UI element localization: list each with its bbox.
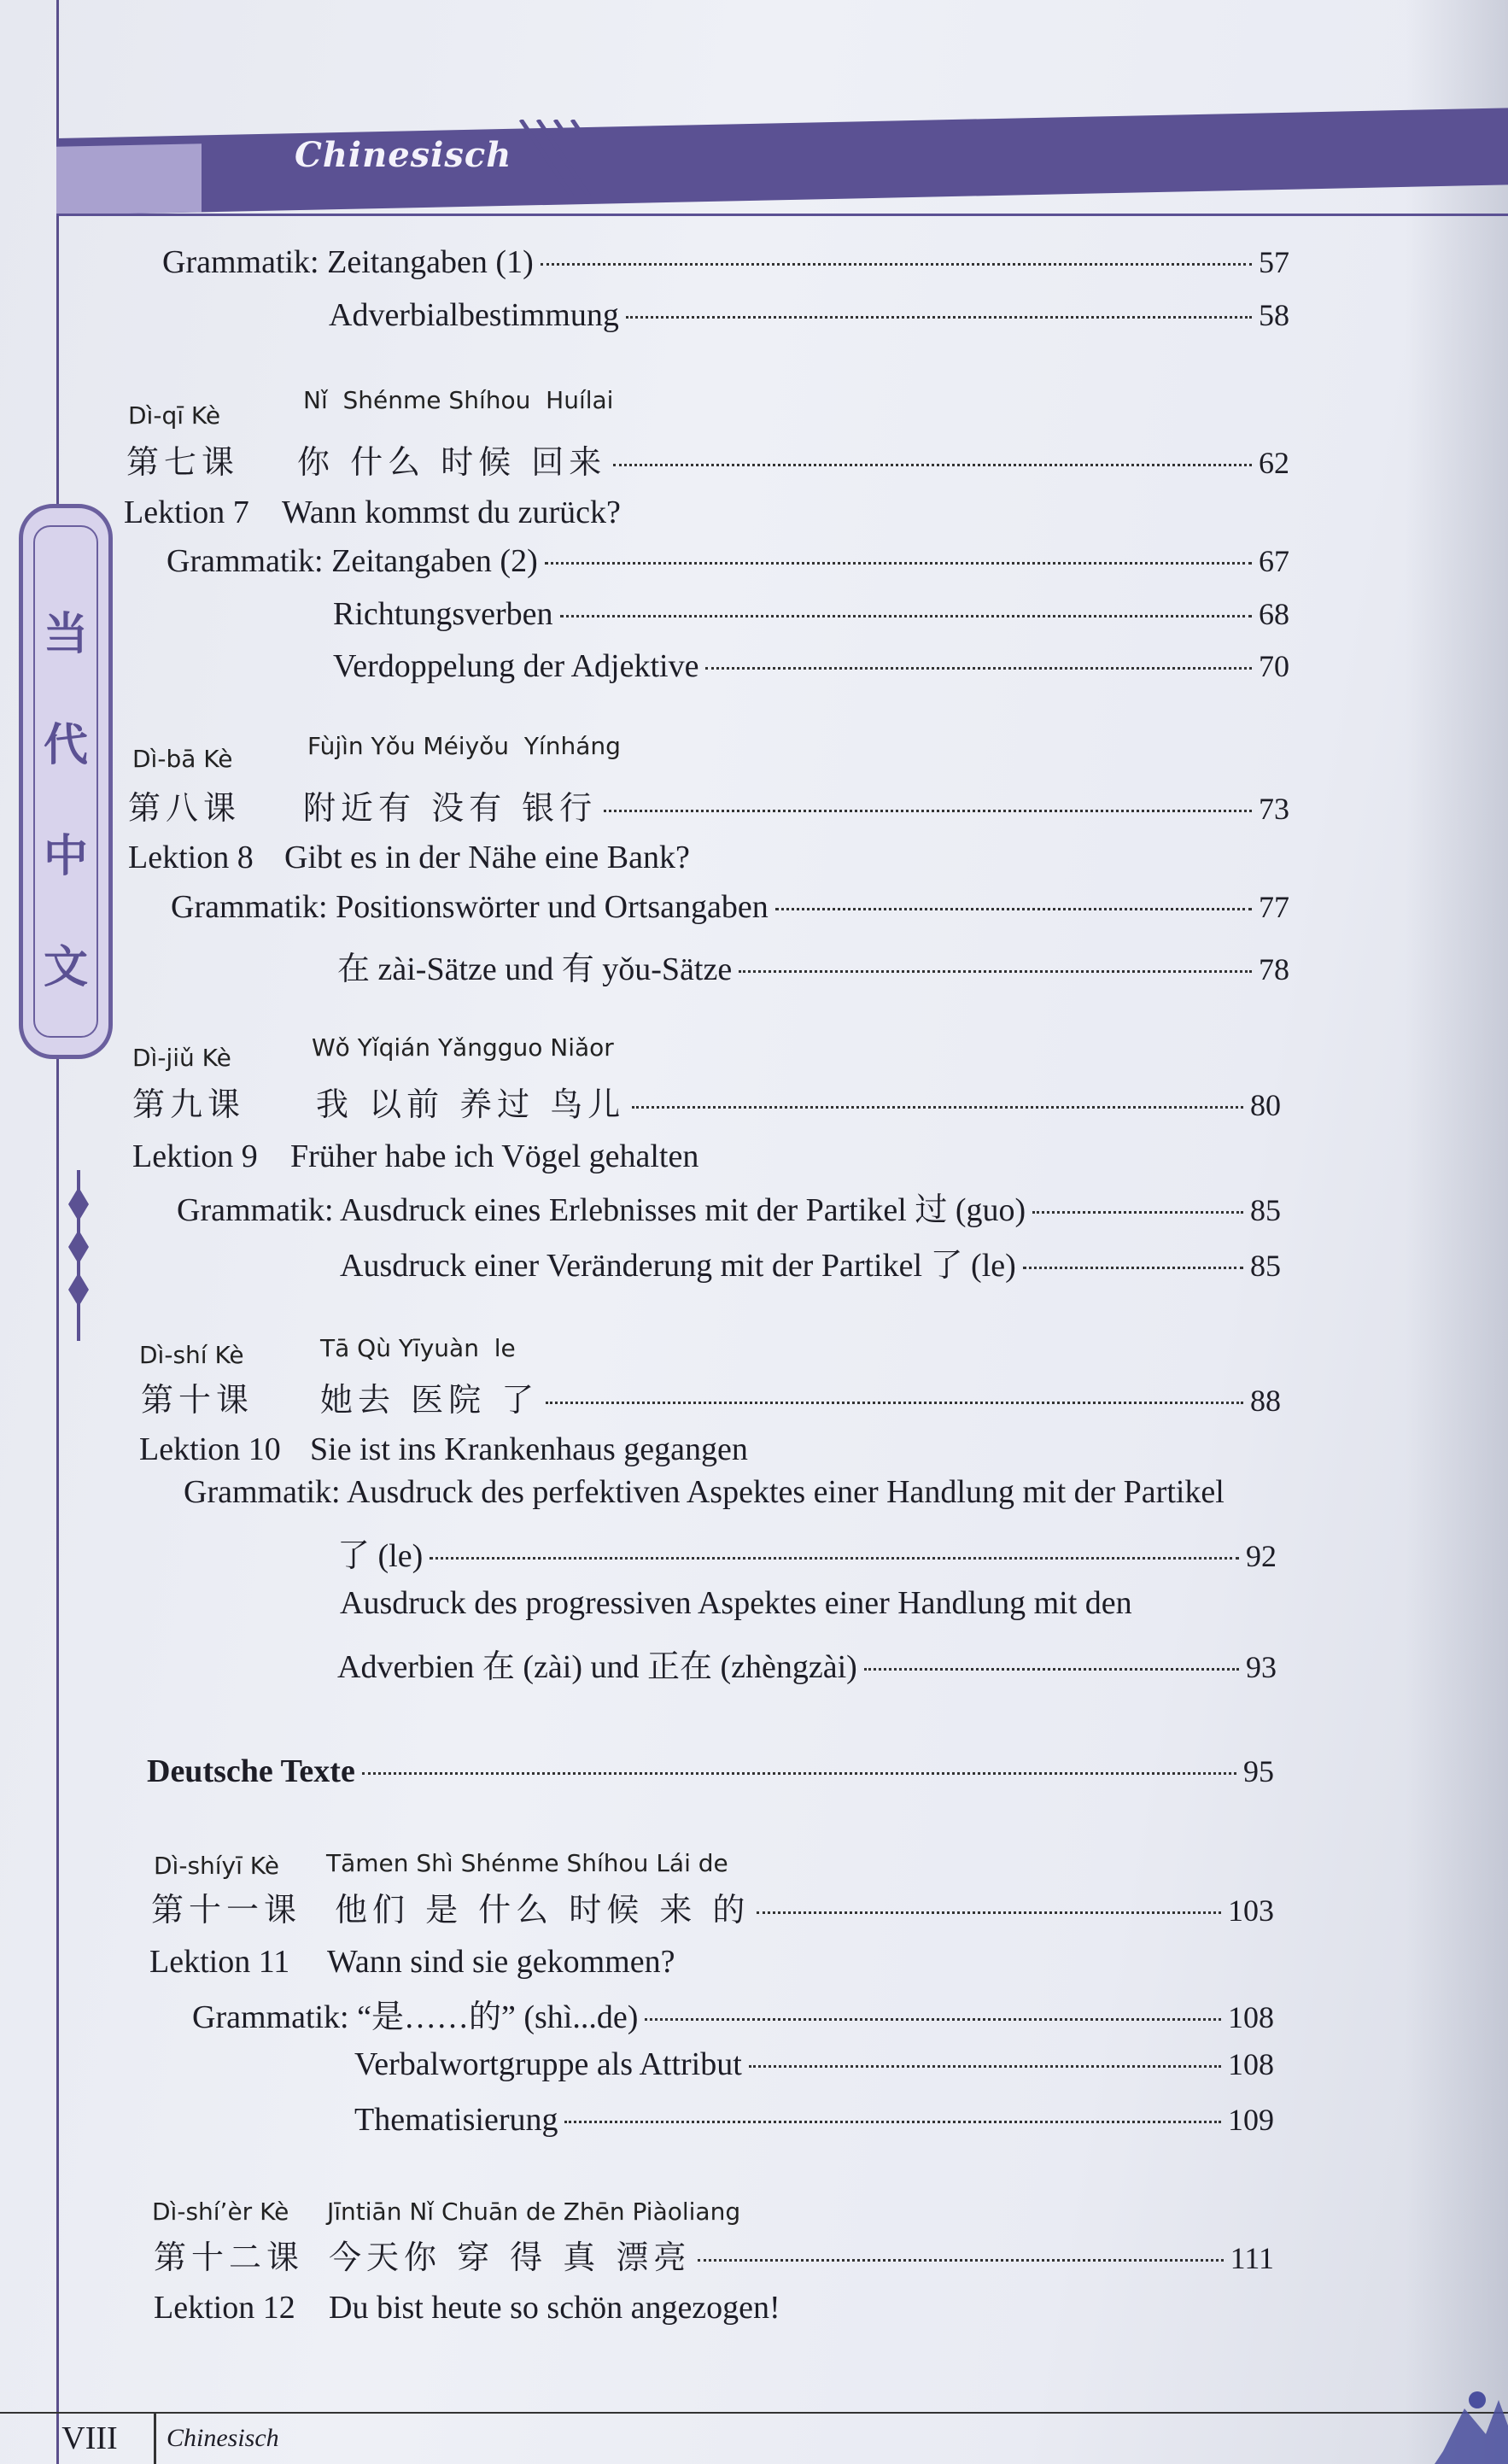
dot-leader bbox=[362, 1772, 1236, 1775]
lesson-german-title: Du bist heute so schön angezogen! bbox=[329, 2290, 780, 2326]
dot-leader bbox=[739, 970, 1252, 973]
toc-entry[interactable] bbox=[192, 1990, 1274, 2037]
lesson-pinyin-number: Dì-shíyī Kè bbox=[154, 1852, 279, 1880]
entry-title: Ausdruck des progressiven Aspektes einer Handlung mit den bbox=[340, 1585, 1132, 1621]
lesson-chinese-number: 第七课 bbox=[126, 443, 240, 481]
lesson-pinyin-number: Dì-shí’èr Kè bbox=[152, 2198, 289, 2226]
toc-entry[interactable] bbox=[171, 888, 1289, 926]
page-number: 62 bbox=[1259, 446, 1289, 480]
page-number: 78 bbox=[1259, 952, 1289, 986]
dot-leader bbox=[1032, 1211, 1243, 1214]
entry-title: 了 (le) bbox=[337, 1538, 424, 1574]
lesson-german bbox=[139, 1431, 748, 1468]
dot-leader bbox=[645, 2018, 1221, 2021]
page-curl-shadow bbox=[1406, 0, 1508, 2464]
toc-entry[interactable] bbox=[340, 1584, 1132, 1622]
lesson-pinyin-title: Fùjìn Yǒu Méiyǒu Yínháng bbox=[307, 732, 621, 760]
lesson-chinese-title: 她去 医院 了 bbox=[320, 1381, 540, 1419]
toc-entry[interactable] bbox=[333, 595, 1289, 633]
side-tab-char: 当 bbox=[43, 609, 88, 660]
entry-title: Richtungsverben bbox=[333, 596, 553, 632]
toc-entry[interactable] bbox=[340, 1238, 1281, 1285]
toc-entry[interactable] bbox=[147, 1753, 1274, 1790]
page-number: 92 bbox=[1246, 1539, 1277, 1573]
entry-title: Verdoppelung der Adjektive bbox=[333, 648, 699, 684]
lesson-german-title: Früher habe ich Vögel gehalten bbox=[290, 1138, 699, 1174]
lesson-pinyin-title: Tāmen Shì Shénme Shíhou Lái de bbox=[326, 1849, 728, 1877]
entry-title: Adverbialbestimmung bbox=[329, 297, 619, 333]
page-number: 108 bbox=[1228, 2047, 1274, 2081]
toc-entry[interactable] bbox=[337, 942, 1289, 989]
page-number: 111 bbox=[1230, 2241, 1274, 2275]
lesson-heading[interactable] bbox=[132, 1078, 1281, 1125]
lesson-german bbox=[128, 839, 690, 876]
lesson-label: Lektion 10 bbox=[139, 1431, 281, 1467]
lesson-german-title: Wann kommst du zurück? bbox=[282, 495, 621, 530]
toc-entry[interactable] bbox=[329, 296, 1289, 334]
page-number: 85 bbox=[1250, 1193, 1281, 1227]
entry-title: Adverbien 在 (zài) und 正在 (zhèngzài) bbox=[337, 1649, 857, 1685]
lesson-heading[interactable] bbox=[128, 781, 1289, 828]
entry-title: Grammatik: Ausdruck des perfektiven Aspektes einer Handlung mit der Partikel bbox=[184, 1474, 1225, 1510]
lesson-pinyin-title: Nǐ Shénme Shíhou Huílai bbox=[303, 386, 614, 414]
entry-title: Verbalwortgruppe als Attribut bbox=[354, 2046, 742, 2082]
page-number: 85 bbox=[1250, 1249, 1281, 1283]
toc-entry[interactable] bbox=[162, 243, 1289, 281]
lesson-chinese-title: 我 以前 养过 鸟儿 bbox=[316, 1086, 626, 1123]
dot-leader bbox=[564, 2121, 1221, 2123]
entry-title: Thematisierung bbox=[354, 2102, 558, 2138]
toc-entry[interactable] bbox=[177, 1183, 1281, 1230]
entry-title: Ausdruck einer Veränderung mit der Partikel 了 (le) bbox=[340, 1248, 1016, 1284]
side-tab-char: 文 bbox=[43, 942, 88, 993]
page-number: 67 bbox=[1259, 544, 1289, 578]
footer-book-title: Chinesisch bbox=[167, 2424, 279, 2452]
dot-leader bbox=[749, 2065, 1221, 2068]
header-rule bbox=[56, 214, 1508, 216]
spine-line bbox=[56, 0, 59, 2464]
dot-leader bbox=[632, 1106, 1243, 1109]
lesson-chinese-number: 第九课 bbox=[132, 1086, 246, 1123]
lesson-pinyin-title: Wǒ Yǐqián Yǎngguo Niǎor bbox=[312, 1033, 614, 1062]
dot-leader bbox=[541, 263, 1252, 266]
toc-entry[interactable] bbox=[184, 1473, 1225, 1511]
side-ornament bbox=[60, 1170, 97, 1341]
page-number: 109 bbox=[1228, 2103, 1274, 2137]
lesson-label: Lektion 9 bbox=[132, 1138, 258, 1174]
toc-entry[interactable] bbox=[354, 2046, 1274, 2083]
dot-leader bbox=[546, 1402, 1243, 1404]
lesson-chinese-title: 你 什么 时候 回来 bbox=[297, 443, 607, 481]
dot-leader bbox=[430, 1557, 1239, 1560]
entry-title: Grammatik: Zeitangaben (2) bbox=[167, 543, 538, 579]
dot-leader bbox=[545, 562, 1252, 565]
page-number: 70 bbox=[1259, 649, 1289, 683]
page-number: 68 bbox=[1259, 597, 1289, 631]
dot-leader bbox=[613, 464, 1252, 466]
lesson-heading[interactable] bbox=[151, 1883, 1274, 1930]
lesson-german-title: Wann sind sie gekommen? bbox=[327, 1944, 675, 1980]
side-tab bbox=[19, 504, 113, 1059]
lesson-german-title: Sie ist ins Krankenhaus gegangen bbox=[310, 1431, 748, 1467]
page-number: 103 bbox=[1228, 1893, 1274, 1928]
toc-entry[interactable] bbox=[337, 1640, 1277, 1687]
dot-leader bbox=[705, 667, 1252, 670]
page-number: 73 bbox=[1259, 792, 1289, 826]
page-number: 88 bbox=[1250, 1384, 1281, 1418]
page-number: 57 bbox=[1259, 245, 1289, 279]
lesson-chinese-title: 附近有 没有 银行 bbox=[303, 789, 598, 827]
lesson-label: Lektion 12 bbox=[154, 2290, 295, 2326]
lesson-heading[interactable] bbox=[141, 1373, 1281, 1420]
lesson-chinese-number: 第十一课 bbox=[151, 1891, 302, 1928]
lesson-label: Lektion 11 bbox=[149, 1944, 290, 1980]
entry-title: 在 zài-Sätze und 有 yǒu-Sätze bbox=[337, 951, 733, 987]
lesson-pinyin-number: Dì-qī Kè bbox=[128, 401, 221, 430]
lesson-pinyin-number: Dì-jiǔ Kè bbox=[132, 1044, 231, 1072]
lesson-german bbox=[149, 1943, 675, 1981]
dot-leader bbox=[560, 615, 1252, 617]
lesson-label: Lektion 8 bbox=[128, 840, 254, 875]
header-band-accent bbox=[56, 143, 202, 215]
lesson-chinese-title: 今天你 穿 得 真 漂亮 bbox=[329, 2239, 692, 2276]
dot-leader bbox=[626, 316, 1252, 319]
header-stripes-decoration bbox=[512, 120, 666, 196]
entry-title: Grammatik: Positionswörter und Ortsangaben bbox=[171, 889, 769, 925]
lesson-heading[interactable] bbox=[126, 436, 1289, 483]
page-number: 58 bbox=[1259, 298, 1289, 332]
lesson-german bbox=[154, 2289, 780, 2326]
page-number: 93 bbox=[1246, 1650, 1277, 1684]
entry-title: Grammatik: Zeitangaben (1) bbox=[162, 244, 534, 280]
lesson-german bbox=[132, 1138, 698, 1175]
entry-title: Grammatik: “是……的” (shì...de) bbox=[192, 1999, 639, 2035]
lesson-pinyin-number: Dì-shí Kè bbox=[139, 1341, 244, 1369]
lesson-chinese-number: 第八课 bbox=[128, 789, 242, 827]
page-number: 77 bbox=[1259, 890, 1289, 924]
page-number: 95 bbox=[1243, 1754, 1274, 1788]
footer-rule bbox=[0, 2412, 1508, 2414]
toc-entry[interactable] bbox=[354, 2101, 1274, 2139]
entry-title: Grammatik: Ausdruck eines Erlebnisses mit der Partikel 过 (guo) bbox=[177, 1192, 1026, 1228]
lesson-pinyin-title: Jīntiān Nǐ Chuān de Zhēn Piàoliang bbox=[327, 2198, 741, 2226]
toc-entry[interactable] bbox=[167, 542, 1289, 580]
toc-entry[interactable] bbox=[337, 1529, 1277, 1576]
page-number: 80 bbox=[1250, 1088, 1281, 1122]
lesson-chinese-number: 第十二课 bbox=[154, 2239, 305, 2276]
dot-leader bbox=[698, 2259, 1223, 2262]
lesson-chinese-number: 第十课 bbox=[141, 1381, 254, 1419]
corner-illustration bbox=[1417, 2306, 1508, 2464]
lesson-chinese-title: 他们 是 什么 时候 来 的 bbox=[335, 1891, 751, 1928]
section-heading: Deutsche Texte bbox=[147, 1753, 355, 1789]
header-title: Chinesisch bbox=[295, 135, 512, 175]
dot-leader bbox=[757, 1911, 1221, 1914]
header-band bbox=[56, 108, 1508, 215]
lesson-german bbox=[124, 494, 621, 531]
dot-leader bbox=[604, 810, 1252, 812]
lesson-label: Lektion 7 bbox=[124, 495, 249, 530]
side-tab-char: 代 bbox=[43, 720, 88, 771]
dot-leader bbox=[864, 1668, 1239, 1671]
lesson-pinyin-number: Dì-bā Kè bbox=[132, 745, 233, 773]
lesson-pinyin-title: Tā Qù Yīyuàn le bbox=[320, 1334, 516, 1362]
footer-page-label: VIII bbox=[26, 2414, 156, 2464]
lesson-heading[interactable] bbox=[154, 2231, 1274, 2278]
dot-leader bbox=[775, 908, 1252, 910]
side-tab-char: 中 bbox=[43, 831, 88, 882]
lesson-german-title: Gibt es in der Nähe eine Bank? bbox=[284, 840, 690, 875]
toc-entry[interactable] bbox=[333, 647, 1289, 685]
dot-leader bbox=[1023, 1267, 1243, 1269]
page-number: 108 bbox=[1228, 2000, 1274, 2034]
